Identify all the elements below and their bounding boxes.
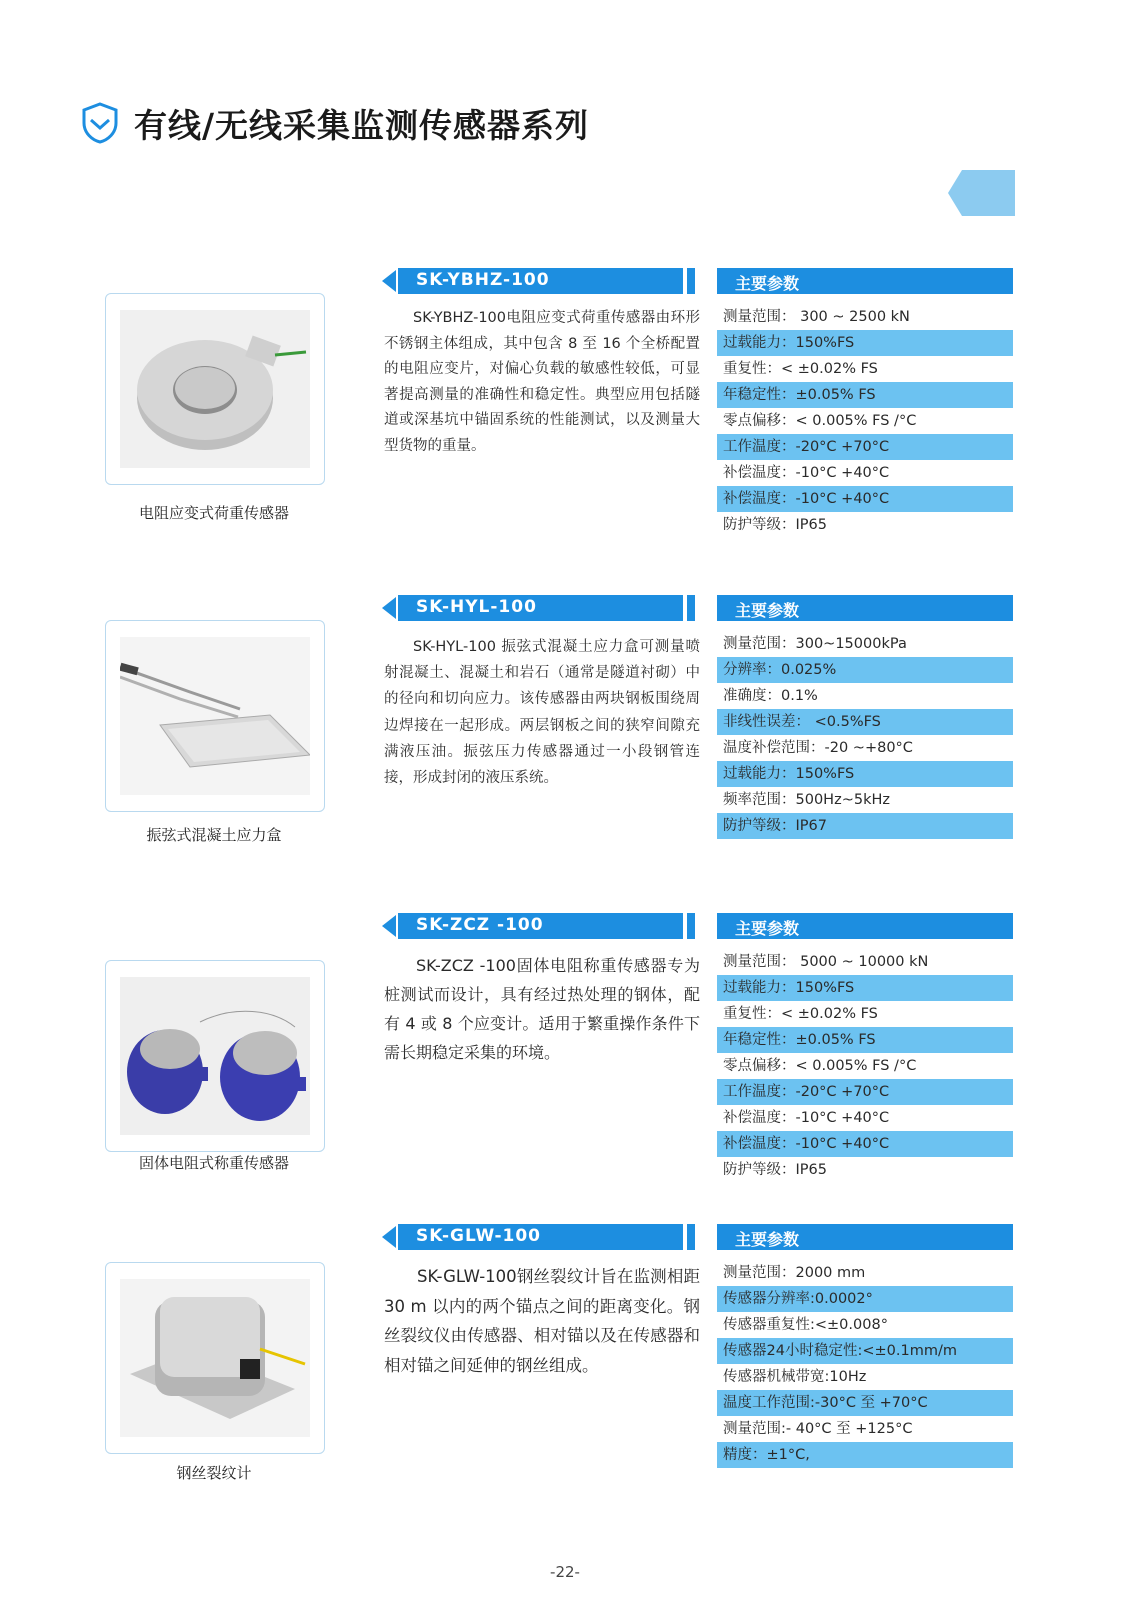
param-item: 精度：±1°C, <box>717 1442 1013 1468</box>
page-number: -22- <box>550 1563 580 1581</box>
product-description: SK-YBHZ-100电阻应变式荷重传感器由环形不锈钢主体组成，其中包含 8 至 16 个全桥配置的电阻应变片，对偏心负载的敏感性较低，可显著提高测量的准确性和稳定性。典型应用包括隧道或深基坑中锚固系统的性能测试，以及测量大型货物的重量。 <box>384 310 700 454</box>
param-item: 防护等级：IP65 <box>723 517 827 533</box>
param-item: 零点偏移：< 0.005% FS /°C <box>723 1058 917 1074</box>
param-item: 过载能力：150%FS <box>717 330 1013 356</box>
params-header-label: 主要参数 <box>735 919 800 938</box>
corner-tab-decoration <box>948 170 1015 216</box>
params-header <box>717 913 1013 939</box>
product-caption: 振弦式混凝土应力盒 <box>146 826 282 844</box>
product-caption: 电阻应变式荷重传感器 <box>138 504 289 522</box>
param-item: 过载能力：150%FS <box>717 975 1013 1001</box>
product-caption: 钢丝裂纹计 <box>176 1464 252 1482</box>
param-item: 测量范围:- 40°C 至 +125°C <box>723 1421 913 1437</box>
param-item: 频率范围：500Hz~5kHz <box>723 792 890 808</box>
param-item: 年稳定性：±0.05% FS <box>717 382 1013 408</box>
shield-icon <box>80 101 120 145</box>
param-list <box>717 631 1013 839</box>
param-item: 补偿温度：-10°C +40°C <box>723 465 890 481</box>
model-header <box>382 268 699 294</box>
stress-cell-image <box>120 637 310 795</box>
param-item: 测量范围： 300 ~ 2500 kN <box>723 309 910 325</box>
param-item: 温度补偿范围：-20 ~+80°C <box>723 740 913 756</box>
param-item: 补偿温度：-10°C +40°C <box>723 1110 890 1126</box>
param-item: 防护等级：IP65 <box>723 1162 827 1178</box>
params-header-label: 主要参数 <box>735 601 800 620</box>
model-header <box>382 913 699 939</box>
param-item: 重复性：< ±0.02% FS <box>723 361 878 377</box>
param-list <box>717 304 1013 538</box>
params-header <box>717 268 1013 294</box>
product-image-card <box>105 1262 325 1454</box>
param-item: 非线性误差： <0.5%FS <box>717 709 1013 735</box>
model-name: SK-YBHZ-100 <box>416 270 550 290</box>
params-header <box>717 1224 1013 1250</box>
title-block <box>80 98 589 148</box>
param-item: 过载能力：150%FS <box>717 761 1013 787</box>
param-item: 补偿温度：-10°C +40°C <box>717 486 1013 512</box>
load-cell-ring-image <box>120 310 310 468</box>
param-item: 传感器机械带宽:10Hz <box>723 1369 867 1385</box>
param-item: 传感器24小时稳定性:<±0.1mm/m <box>717 1338 1013 1364</box>
page-title: 有线/无线采集监测传感器系列 <box>134 105 590 145</box>
param-item: 测量范围：2000 mm <box>723 1265 866 1281</box>
product-image-card <box>105 293 325 485</box>
model-name: SK-HYL-100 <box>416 597 537 617</box>
model-name: SK-GLW-100 <box>416 1226 541 1246</box>
param-item: 传感器分辨率:0.0002° <box>717 1286 1013 1312</box>
model-header <box>382 1224 699 1250</box>
params-header-label: 主要参数 <box>735 1230 800 1249</box>
param-item: 补偿温度：-10°C +40°C <box>717 1131 1013 1157</box>
params-header-label: 主要参数 <box>735 274 800 293</box>
param-item: 准确度：0.1% <box>723 688 818 704</box>
crack-meter-image <box>120 1279 310 1437</box>
product-description: SK-HYL-100 振弦式混凝土应力盒可测量喷射混凝土、混凝土和岩石（通常是隧道衬砌）中的径向和切向应力。该传感器由两块钢板围绕周边焊接在一起形成。两层钢板之间的狭窄间隙充满液压油。振弦压力传感器通过一小段钢管连接，形成封闭的液压系统。 <box>384 639 700 787</box>
solid-load-cell-image <box>120 977 310 1135</box>
arrow-left-icon <box>382 597 396 619</box>
param-item: 工作温度：-20°C +70°C <box>717 434 1013 460</box>
param-item: 温度工作范围:-30°C 至 +70°C <box>717 1390 1013 1416</box>
product-image-card <box>105 960 325 1152</box>
arrow-left-icon <box>382 915 396 937</box>
arrow-left-icon <box>382 1226 396 1248</box>
param-item: 传感器重复性:<±0.008° <box>723 1317 888 1333</box>
product-description: SK-ZCZ -100固体电阻称重传感器专为桩测试而设计，具有经过热处理的钢体，配有 4 或 8 个应变计。适用于繁重操作条件下需长期稳定采集的环境。 <box>384 956 700 1062</box>
model-header <box>382 595 699 621</box>
param-item: 分辨率：0.025% <box>717 657 1013 683</box>
param-list <box>717 1260 1013 1468</box>
param-item: 工作温度：-20°C +70°C <box>717 1079 1013 1105</box>
param-item: 重复性：< ±0.02% FS <box>723 1006 878 1022</box>
product-caption: 固体电阻式称重传感器 <box>138 1154 289 1172</box>
param-item: 零点偏移：< 0.005% FS /°C <box>723 413 917 429</box>
params-header <box>717 595 1013 621</box>
param-list <box>717 949 1013 1183</box>
product-image-card <box>105 620 325 812</box>
arrow-left-icon <box>382 270 396 292</box>
param-item: 测量范围：300~15000kPa <box>723 636 907 652</box>
param-item: 年稳定性：±0.05% FS <box>717 1027 1013 1053</box>
model-name: SK-ZCZ -100 <box>416 915 544 935</box>
param-item: 防护等级：IP67 <box>717 813 1013 839</box>
product-description: SK-GLW-100钢丝裂纹计旨在监测相距 30 m 以内的两个锚点之间的距离变化。钢丝裂纹仪由传感器、相对锚以及在传感器和相对锚之间延伸的钢丝组成。 <box>384 1267 700 1375</box>
param-item: 测量范围： 5000 ~ 10000 kN <box>723 954 929 970</box>
